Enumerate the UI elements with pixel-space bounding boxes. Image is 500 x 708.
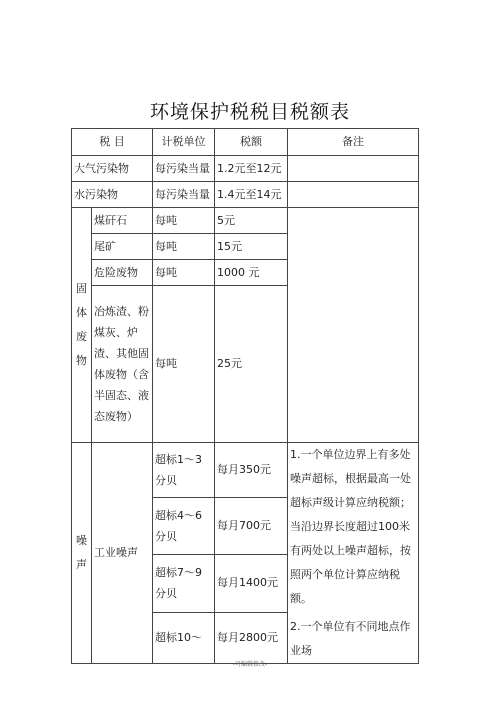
- noise-subcategory: 工业噪声: [92, 443, 153, 664]
- noise-notes: [288, 443, 419, 664]
- noise-category: 噪声: [72, 443, 92, 664]
- water-amount: 1.4元至14元: [215, 182, 288, 208]
- solid-item: 尾矿: [92, 234, 153, 260]
- solid-amount: 5元: [215, 208, 288, 234]
- water-notes: [288, 182, 419, 208]
- solid-unit: 每吨: [153, 286, 215, 443]
- header-tax-item: 税 目: [72, 129, 153, 156]
- table-row: [72, 182, 419, 208]
- solid-unit: 每吨: [153, 260, 215, 286]
- note-1: 1.一个单位边界上有多处噪声超标，根据最高一处超标声级计算应纳税额；当沿边界长度超过100米有两处以上噪声超标，按照两个单位计算应纳税额。: [290, 448, 411, 605]
- solid-unit: 每吨: [153, 208, 215, 234]
- solid-amount: 1000 元: [215, 260, 288, 286]
- solid-amount: 25元: [215, 286, 288, 443]
- tax-rate-table: [71, 128, 419, 664]
- noise-amount: 每月1400元: [215, 554, 288, 612]
- header-notes: 备注: [288, 129, 419, 156]
- table-row: [72, 443, 419, 498]
- noise-level: 超标4～6分贝: [153, 497, 215, 554]
- noise-level: 超标10～: [153, 612, 215, 663]
- air-item: 大气污染物: [72, 156, 153, 182]
- solid-item: 冶炼渣、粉煤灰、炉渣、其他固体废物（含半固态、液态废物）: [92, 286, 153, 443]
- air-amount: 1.2元至12元: [215, 156, 288, 182]
- table-row: [72, 156, 419, 182]
- air-unit: 每污染当量: [153, 156, 215, 182]
- noise-level: 超标1～3分贝: [153, 443, 215, 498]
- noise-amount: 每月2800元: [215, 612, 288, 663]
- page-title: 环境保护税税目税额表: [149, 101, 350, 123]
- note-2: 2.一个单位有不同地点作业场: [290, 620, 411, 657]
- water-unit: 每污染当量: [153, 182, 215, 208]
- noise-amount: 每月700元: [215, 497, 288, 554]
- solid-item: 危险废物: [92, 260, 153, 286]
- page-footer: -可编辑修改-: [232, 661, 268, 668]
- solid-item: 煤矸石: [92, 208, 153, 234]
- noise-amount: 每月350元: [215, 443, 288, 498]
- solid-waste-category: 固体废物: [72, 208, 92, 443]
- noise-level: 超标7～9分贝: [153, 554, 215, 612]
- table-row: [72, 208, 419, 234]
- water-item: 水污染物: [72, 182, 153, 208]
- solid-amount: 15元: [215, 234, 288, 260]
- header-unit: 计税单位: [153, 129, 215, 156]
- solid-unit: 每吨: [153, 234, 215, 260]
- table-header-row: [72, 129, 419, 156]
- air-notes: [288, 156, 419, 182]
- solid-notes: [288, 208, 419, 443]
- header-amount: 税额: [215, 129, 288, 156]
